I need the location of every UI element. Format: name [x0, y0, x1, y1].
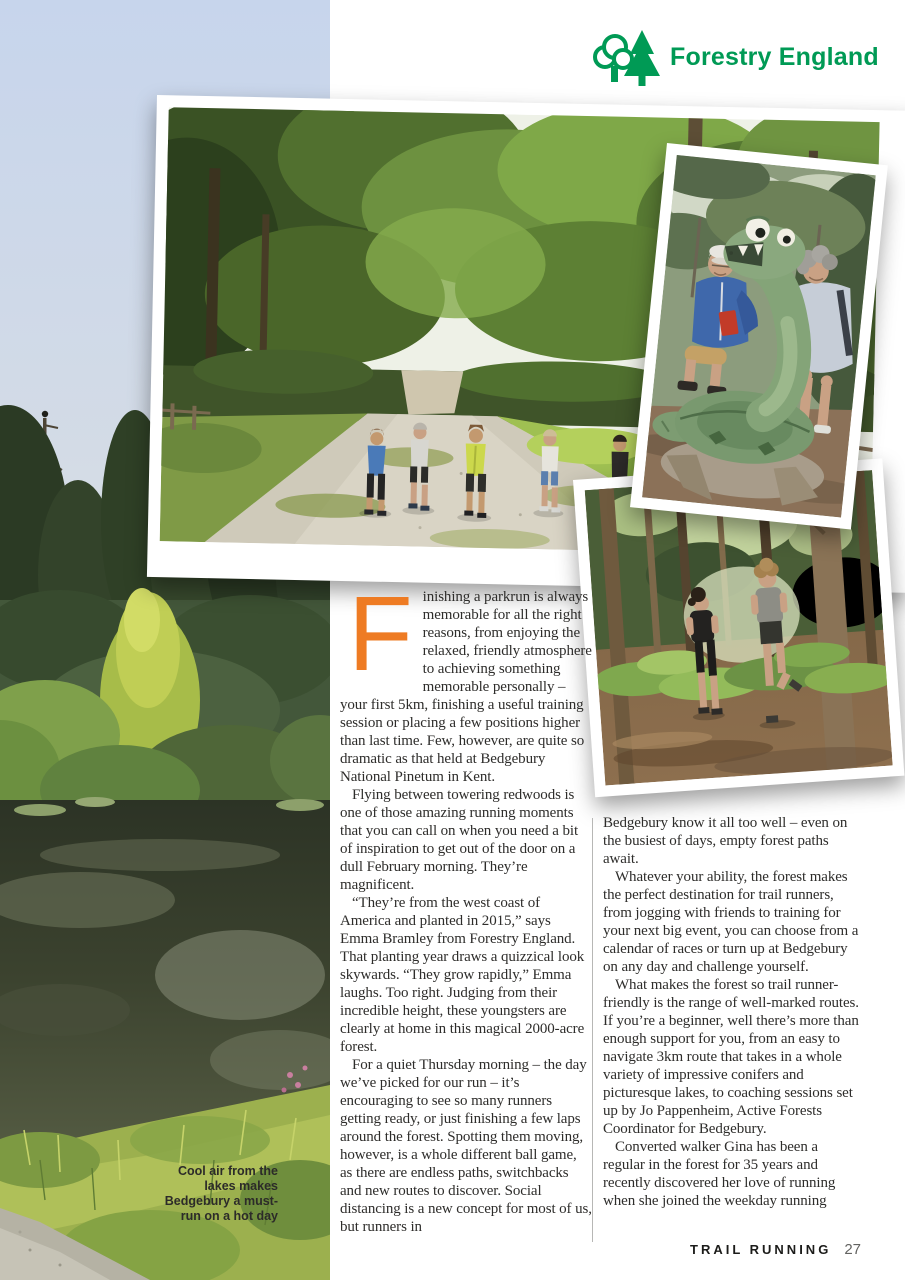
article-column-left	[340, 575, 592, 1236]
paragraph: Converted walker Gina has been a regular in the forest for 35 years and recently discovered her love of running when she joined the weekday running	[603, 1139, 836, 1209]
snake-sculpture-illustration	[642, 155, 876, 517]
forestry-england-logo	[590, 26, 879, 88]
paragraph: What makes the forest so trail runner-friendly is the range of well-marked routes. If you’re a beginner, well there’s more than enough support for you, from an easy to navigate 3km route that takes in a whole variety of impressive conifers and picturesque lakes, to coaching sessions set up by Jo Pappenheim, Active Forests Coordinator for Bedgebury.	[603, 977, 859, 1137]
page-footer	[690, 1241, 861, 1258]
forestry-england-logo-icon	[590, 26, 662, 88]
paragraph: Whatever your ability, the forest makes the perfect destination for trail runners, from jogging with friends to training for your next big event, you can choose from a calendar of races or turn up at Bedgebury on any day and challenge yourself.	[603, 869, 859, 975]
article-column-right	[603, 814, 859, 1210]
page-number: 27	[844, 1241, 861, 1258]
paragraph-text: inishing a parkrun is always memorable for all the right reasons, from enjoying the relaxed, friendly atmosphere to achieving something memorable personally – your first 5km, finishing a useful training session or placing a few positions higher than last time. Few, however, are quite so dramatic as that held at Bedgebury National Pinetum in Kent.	[340, 589, 592, 785]
paragraph: Bedgebury know it all too well – even on the busiest of days, empty forest paths await.	[603, 815, 848, 867]
paragraph: “They’re from the west coast of America and planted in 2015,” says Emma Bramley from Forestry England. That planting year draws a quizzical look skywards. “They grow rapidly,” Emma laughs. Too right. Judging from their incredible height, these youngsters are clearly at home in this magical 2000-acre forest.	[340, 895, 585, 1055]
photo-snake-sculpture	[630, 143, 888, 530]
magazine-name: TRAIL RUNNING	[690, 1242, 832, 1257]
paragraph	[340, 575, 592, 786]
paragraph: Flying between towering redwoods is one of those amazing running moments that you can call on when you need a bit of inspiration to get out of the door on a dull February morning. They’re magnificent.	[340, 787, 579, 893]
drop-cap: F	[348, 575, 413, 693]
photo-caption: Cool air from the lakes makes Bedgebury a must-run on a hot day	[164, 1164, 278, 1223]
column-divider	[592, 818, 593, 1242]
brand-name: Forestry England	[670, 42, 879, 71]
paragraph: For a quiet Thursday morning – the day we’ve picked for our run – it’s encouraging to see so many runners getting ready, or just finishing a few laps around the forest. Spotting them moving, however, is a whole different ball game, as there are endless paths, switchbacks and new routes to discover. Social distancing is a new concept for most of us, but runners in	[340, 1057, 592, 1235]
